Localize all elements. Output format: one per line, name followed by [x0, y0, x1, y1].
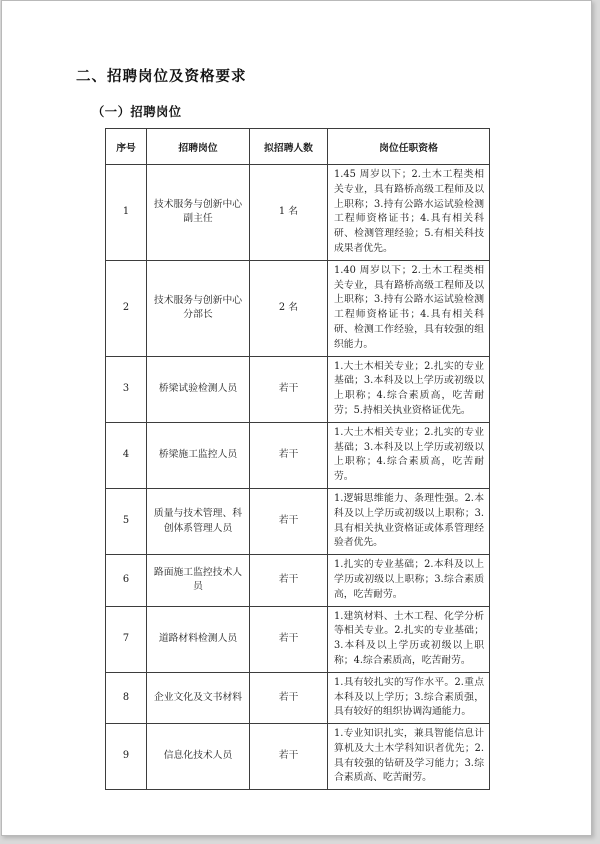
- cell-qualifications: 1.扎实的专业基础；2.本科及以上学历或初级以上职称；3.综合素质高，吃苦耐劳。: [328, 555, 490, 606]
- cell-position: 技术服务与创新中心分部长: [147, 260, 250, 356]
- cell-no: 8: [106, 672, 147, 723]
- cell-no: 4: [106, 422, 147, 488]
- table-row: [106, 165, 490, 261]
- cell-qualifications: 1.具有较扎实的写作水平。2.重点本科及以上学历；3.综合素质强，具有较好的组织协调沟通能力。: [328, 672, 490, 723]
- cell-no: 3: [106, 356, 147, 422]
- cell-no: 7: [106, 606, 147, 672]
- cell-no: 5: [106, 488, 147, 554]
- cell-count: 1 名: [250, 165, 328, 261]
- table-row: [106, 672, 490, 723]
- recruitment-table: [105, 128, 490, 790]
- cell-no: 9: [106, 724, 147, 790]
- cell-position: 信息化技术人员: [147, 724, 250, 790]
- cell-count: 若干: [250, 356, 328, 422]
- column-header-count: 拟招聘人数: [250, 129, 328, 165]
- cell-no: 6: [106, 555, 147, 606]
- cell-count: 若干: [250, 606, 328, 672]
- cell-qualifications: 1.专业知识扎实，兼具智能信息计算机及大土木学科知识者优先；2.具有较强的钻研及学习能力；3.综合素质高、吃苦耐劳。: [328, 724, 490, 790]
- column-header-position: 招聘岗位: [147, 129, 250, 165]
- table-row: [106, 488, 490, 554]
- column-header-no: 序号: [106, 129, 147, 165]
- cell-count: 若干: [250, 488, 328, 554]
- column-header-qualifications: 岗位任职资格: [328, 129, 490, 165]
- cell-count: 若干: [250, 672, 328, 723]
- cell-position: 桥梁施工监控人员: [147, 422, 250, 488]
- document-page: [1, 0, 592, 836]
- cell-count: 若干: [250, 555, 328, 606]
- cell-qualifications: 1.逻辑思维能力、条理性强。2.本科及以上学历或初级以上职称；3.具有相关执业资格证或体系管理经验者优先。: [328, 488, 490, 554]
- cell-qualifications: 1.45 周岁以下；2.土木工程类相关专业，具有路桥高级工程师及以上职称；3.持有公路水运试验检测工程师资格证书；4.具有相关科研、检测管理经验；5.有相关科技成果者优先。: [328, 165, 490, 261]
- cell-position: 桥梁试验检测人员: [147, 356, 250, 422]
- cell-count: 2 名: [250, 260, 328, 356]
- cell-position: 企业文化及文书材料: [147, 672, 250, 723]
- cell-position: 技术服务与创新中心副主任: [147, 165, 250, 261]
- table-row: [106, 422, 490, 488]
- section-title: 二、招聘岗位及资格要求: [76, 69, 247, 85]
- table-row: [106, 724, 490, 790]
- subsection-title: （一）招聘岗位: [92, 105, 182, 119]
- cell-count: 若干: [250, 724, 328, 790]
- table-row: [106, 260, 490, 356]
- table-row: [106, 356, 490, 422]
- cell-position: 路面施工监控技术人员: [147, 555, 250, 606]
- cell-no: 1: [106, 165, 147, 261]
- cell-count: 若干: [250, 422, 328, 488]
- cell-position: 道路材料检测人员: [147, 606, 250, 672]
- cell-qualifications: 1.建筑材料、土木工程、化学分析等相关专业。2.扎实的专业基础；3.本科及以上学历或初级以上职称；4.综合素质高，吃苦耐劳。: [328, 606, 490, 672]
- table-row: [106, 606, 490, 672]
- table-row: [106, 555, 490, 606]
- table-header-row: [106, 129, 490, 165]
- cell-position: 质量与技术管理、科创体系管理人员: [147, 488, 250, 554]
- cell-qualifications: 1.大土木相关专业；2.扎实的专业基础；3.本科及以上学历或初级以上职称；4.综合素质高，吃苦耐劳。: [328, 422, 490, 488]
- cell-qualifications: 1.40 周岁以下；2.土木工程类相关专业，具有路桥高级工程师及以上职称；3.持有公路水运试验检测工程师资格证书；4.具有相关科研、检测工作经验，具有较强的组织能力。: [328, 260, 490, 356]
- cell-no: 2: [106, 260, 147, 356]
- cell-qualifications: 1.大土木相关专业；2.扎实的专业基础；3.本科及以上学历或初级以上职称；4.综合素质高，吃苦耐劳；5.持相关执业资格证优先。: [328, 356, 490, 422]
